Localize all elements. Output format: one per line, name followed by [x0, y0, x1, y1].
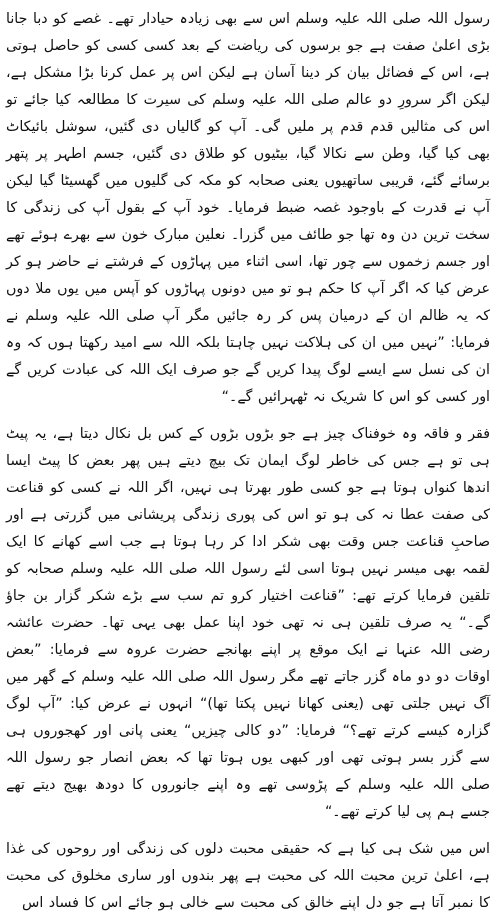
paragraph-love: اس میں شک ہی کیا ہے کہ حقیقی محبت دلوں کی زندگی اور روحوں کی غذا ہے، اعلیٰ ترین محبت اللہ کی محبت ہے پھر بندوں اور ساری مخلوق کی محبت کا نمبر آتا ہے جو دل اپنے خالق کی محبت سے خالی ہو جائے اس کا فساد اس: [6, 841, 490, 911]
paragraph-contentment: فقر و فاقہ وہ خوفناک چیز ہے جو بڑوں بڑوں کے کس بل نکال دیتا ہے، یہ پیٹ ہی تو ہے جس کی خاطر لوگ ایمان تک بیچ دیتے ہیں پھر بعض کا پیٹ ایسا اندھا کنواں ہوتا ہے جو کسی طور بھرتا ہی نہیں، اگر اللہ نے کسی کو قناعت کی صفت عطا نہ کی ہو تو اس کی پوری زندگی پریشانی میں گزرتی ہے اور صاحبِ قناعت جس وقت بھی شکر ادا کر رہا ہوتا ہے جب اسے کھانے کا ایک لقمہ بھی میسر نہیں ہوتا اسی لئے رسول اللہ صلی اللہ علیہ وسلم صحابہ کو تلقین فرمایا کرتے تھے: ”قناعت اختیار کرو تم سب سے بڑے شکر گزار بن جاؤ گے۔“ یہ صرف تلقین ہی نہ تھی خود اپنا عمل بھی یہی تھا۔ حضرت عائشہ رضی اللہ عنہا نے ایک موقع پر اپنے بھانجے حضرت عروہ سے فرمایا: ”بعض اوقات دو دو ماہ گزر جاتے تھے مگر رسول اللہ صلی اللہ علیہ وسلم کے گھر میں آگ نہیں جلتی تھی (یعنی کھانا نہیں پکتا تھا)“ انہوں نے عرض کیا: ”آپ لوگ گزارہ کیسے کرتے تھے؟“ فرمایا: ”دو کالی چیزیں“ یعنی پانی اور کھجوروں ہی سے گزر بسر ہوتی تھی اور کبھی یوں ہوتا تھا کہ بعض انصار جو رسول اللہ صلی اللہ علیہ وسلم کے پڑوسی تھے وہ اپنے جانوروں کا دودھ بھیج دیتے تھے جسے ہم پی لیا کرتے تھے۔“: [6, 426, 490, 820]
paragraph-patience: رسول اللہ صلی اللہ علیہ وسلم اس سے بھی زیادہ حیادار تھے۔ غصے کو دبا جانا بڑی اعلیٰ صفت ہے جو برسوں کی ریاضت کے بعد کسی کسی کو حاصل ہوتی ہے، اس کے فضائل بیان کر دینا آسان ہے لیکن اس پر عمل کرنا بڑا مشکل ہے، لیکن اگر سرورِ دو عالم صلی اللہ علیہ وسلم کی سیرت کا مطالعہ کیا جائے تو اس کی مثالیں قدم قدم پر ملیں گی۔ آپ کو گالیاں دی گئیں، سوشل بائیکاٹ بھی کیا گیا، وطن سے نکالا گیا، بیٹیوں کو طلاق دی گئیں، جسم اطہر پر پتھر برسائے گئے، قریبی ساتھیوں یعنی صحابہ کو مکہ کی گلیوں میں گھسیٹا گیا لیکن آپ نے قدرت کے باوجود غصہ ضبط فرمایا۔ خود آپ کے بقول آپ کی زندگی کا سخت ترین دن وہ تھا جو طائف میں گزرا۔ نعلین مبارک خون سے بھرے ہوئے تھے اور جسم زخموں سے چور تھا، اسی اثناء میں پہاڑوں کے فرشتے نے حاضر ہو کر عرض کیا کہ اگر آپ کا حکم ہو تو میں دونوں پہاڑوں کو آپس میں یوں ملا دوں کہ یہ ظالم ان کے درمیان پس کر رہ جائیں مگر آپ صلی اللہ علیہ وسلم نے فرمایا: ”نہیں میں ان کی ہلاکت نہیں چاہتا بلکہ اللہ سے امید رکھتا ہوں کہ وہ ان کی نسل سے ایسے لوگ پیدا کریں گے جو صرف ایک اللہ کی عبادت کریں گے اور کسی کو اس کا شریک نہ ٹھہرائیں گے۔“: [6, 11, 490, 405]
